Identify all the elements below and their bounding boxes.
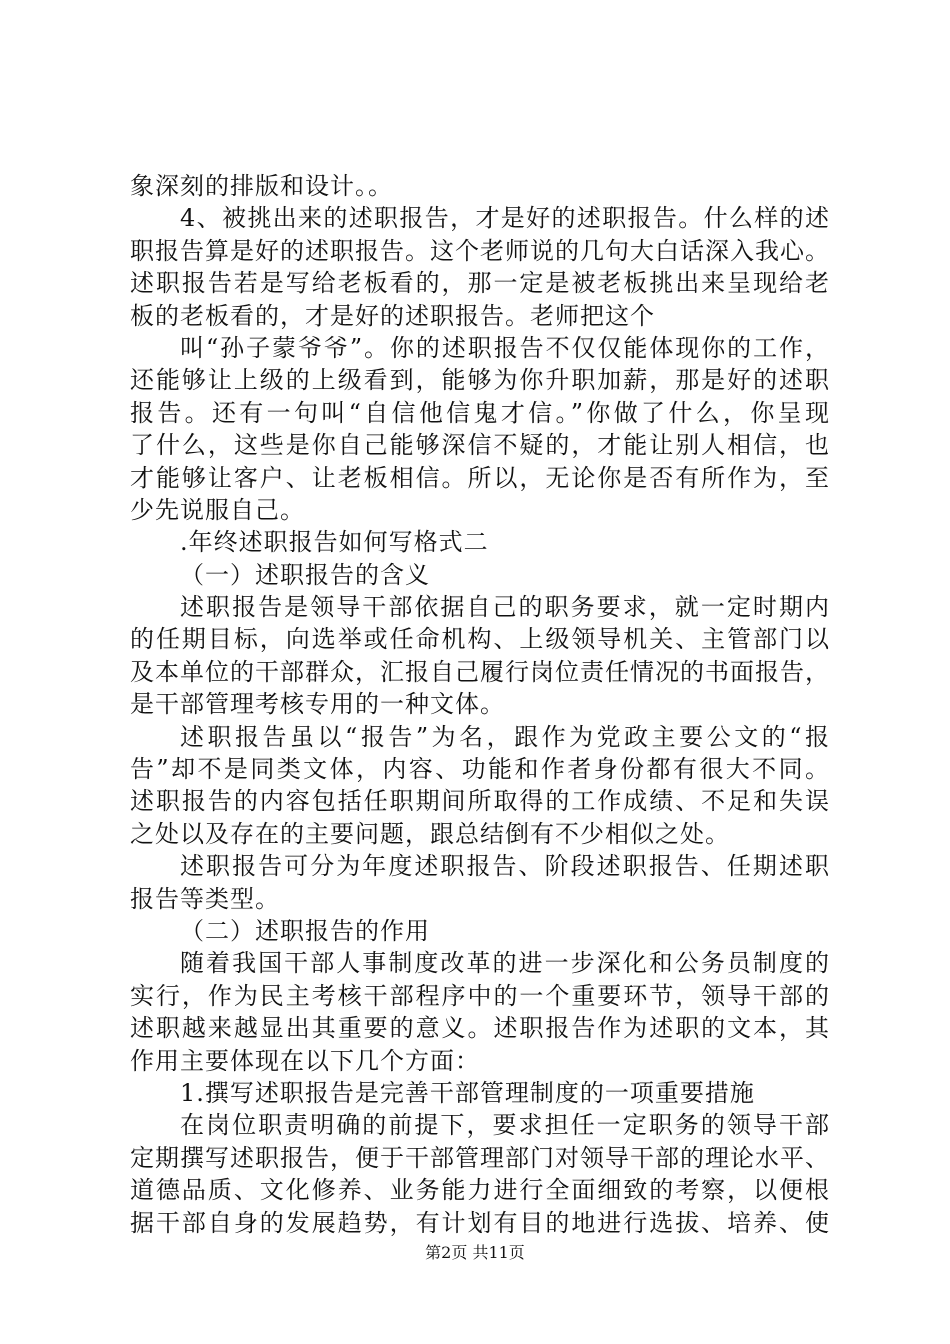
text-line: 少先说服自己。 xyxy=(130,495,305,524)
text-line: 述职越来越显出其重要的意义。述职报告作为述职的文本，其 xyxy=(130,1014,830,1043)
text-line: 的任期目标，向选举或任命机构、上级领导机关、主管部门以 xyxy=(130,625,830,654)
text-line: 道德品质、文化修养、业务能力进行全面细致的考察，以便根 xyxy=(130,1176,830,1205)
text-line: 在岗位职责明确的前提下，要求担任一定职务的领导干部 xyxy=(180,1111,830,1140)
text-line: .年终述职报告如何写格式二 xyxy=(180,528,489,557)
text-line: 据干部自身的发展趋势，有计划有目的地进行选拔、培养、使 xyxy=(130,1208,830,1237)
text-line: 述职报告虽以“报告”为名，跟作为党政主要公文的“报 xyxy=(180,722,830,751)
text-line: 实行，作为民主考核干部程序中的一个重要环节，领导干部的 xyxy=(130,981,830,1010)
text-line: 随着我国干部人事制度改革的进一步深化和公务员制度的 xyxy=(180,949,830,978)
text-line: 叫“孙子蒙爷爷”。你的述职报告不仅仅能体现你的工作， xyxy=(180,333,830,362)
text-line: 职报告算是好的述职报告。这个老师说的几句大白话深入我心。 xyxy=(130,236,830,265)
text-line: 4、被挑出来的述职报告，才是好的述职报告。什么样的述 xyxy=(180,204,830,233)
text-line: 1.撰写述职报告是完善干部管理制度的一项重要措施 xyxy=(180,1078,755,1107)
document-body xyxy=(130,170,830,1239)
text-line: 述职报告若是写给老板看的，那一定是被老板挑出来呈现给老 xyxy=(130,269,830,298)
text-line: 之处以及存在的主要问题，跟总结倒有不少相似之处。 xyxy=(130,819,730,848)
text-line: 象深刻的排版和设计。。 xyxy=(130,172,393,200)
text-line: 述职报告的内容包括任职期间所取得的工作成绩、不足和失误 xyxy=(130,787,830,816)
text-line: 定期撰写述职报告，便于干部管理部门对领导干部的理论水平、 xyxy=(130,1143,830,1172)
text-line: （二）述职报告的作用 xyxy=(180,916,430,945)
text-line: 述职报告是领导干部依据自己的职务要求，就一定时期内 xyxy=(180,593,830,622)
text-line: 述职报告可分为年度述职报告、阶段述职报告、任期述职 xyxy=(180,852,830,881)
text-line: 了什么，这些是你自己能够深信不疑的，才能让别人相信，也 xyxy=(130,431,830,460)
text-line: 报告。还有一句叫“自信他信鬼才信。”你做了什么，你呈现 xyxy=(130,398,830,427)
text-line: （一）述职报告的含义 xyxy=(180,560,430,589)
text-line: 还能够让上级的上级看到，能够为你升职加薪，那是好的述职 xyxy=(130,366,830,395)
text-line: 作用主要体现在以下几个方面： xyxy=(130,1046,480,1075)
text-line: 报告等类型。 xyxy=(130,884,280,913)
text-line: 板的老板看的，才是好的述职报告。老师把这个 xyxy=(130,301,655,330)
text-line: 是干部管理考核专用的一种文体。 xyxy=(130,690,505,719)
text-line: 告”却不是同类文体，内容、功能和作者身份都有很大不同。 xyxy=(130,755,830,784)
text-line: 才能够让客户、让老板相信。所以，无论你是否有所作为，至 xyxy=(130,463,830,492)
text-line: 及本单位的干部群众，汇报自己履行岗位责任情况的书面报告， xyxy=(130,657,830,686)
page-footer: 第2页 共11页 xyxy=(425,1243,525,1262)
